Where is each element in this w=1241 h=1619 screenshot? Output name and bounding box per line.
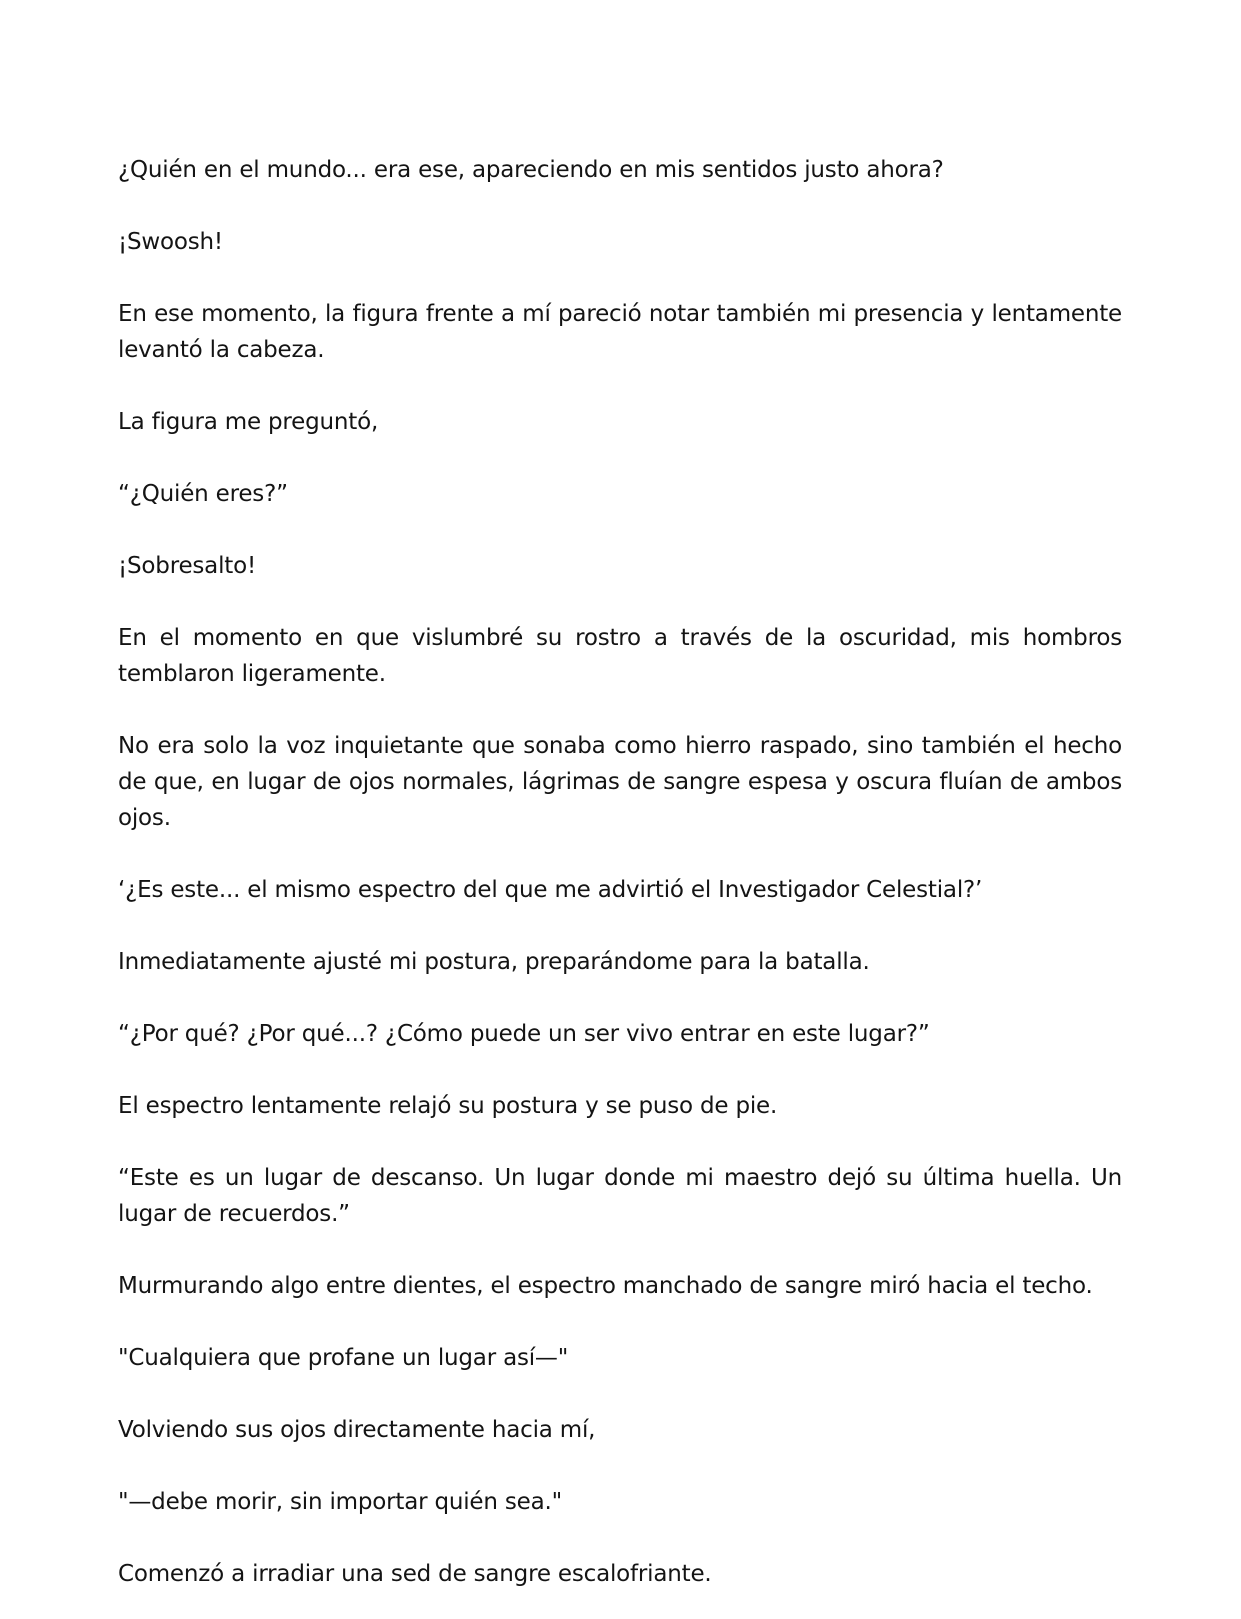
- paragraph: En ese momento, la figura frente a mí pareció notar también mi presencia y lentamente levantó la cabeza.: [118, 301, 1122, 363]
- paragraph: El espectro lentamente relajó su postura y se puso de pie.: [118, 1093, 778, 1119]
- paragraph: ¿Quién en el mundo... era ese, apareciendo en mis sentidos justo ahora?: [118, 157, 944, 183]
- paragraph: "Cualquiera que profane un lugar así—": [118, 1345, 569, 1371]
- paragraph: “¿Quién eres?”: [118, 481, 288, 507]
- paragraph: ‘¿Es este... el mismo espectro del que me advirtió el Investigador Celestial?’: [118, 877, 983, 903]
- paragraph: ¡Swoosh!: [118, 229, 223, 255]
- paragraph: Comenzó a irradiar una sed de sangre escalofriante.: [118, 1561, 712, 1587]
- paragraph: En el momento en que vislumbré su rostro a través de la oscuridad, mis hombros temblaron ligeramente.: [118, 625, 1122, 687]
- paragraph: Inmediatamente ajusté mi postura, preparándome para la batalla.: [118, 949, 870, 975]
- paragraph: No era solo la voz inquietante que sonaba como hierro raspado, sino también el hecho de que, en lugar de ojos normales, lágrimas de sangre espesa y oscura fluían de ambos ojos.: [118, 733, 1122, 831]
- paragraph: "—debe morir, sin importar quién sea.": [118, 1489, 562, 1515]
- paragraph: Volviendo sus ojos directamente hacia mí,: [118, 1417, 596, 1443]
- paragraph: “Este es un lugar de descanso. Un lugar donde mi maestro dejó su última huella. Un lugar de recuerdos.”: [118, 1165, 1122, 1227]
- document-body: [118, 152, 1122, 1592]
- paragraph: Murmurando algo entre dientes, el espectro manchado de sangre miró hacia el techo.: [118, 1273, 1093, 1299]
- paragraph: “¿Por qué? ¿Por qué...? ¿Cómo puede un ser vivo entrar en este lugar?”: [118, 1021, 930, 1047]
- paragraph: ¡Sobresalto!: [118, 553, 256, 579]
- paragraph: La figura me preguntó,: [118, 409, 379, 435]
